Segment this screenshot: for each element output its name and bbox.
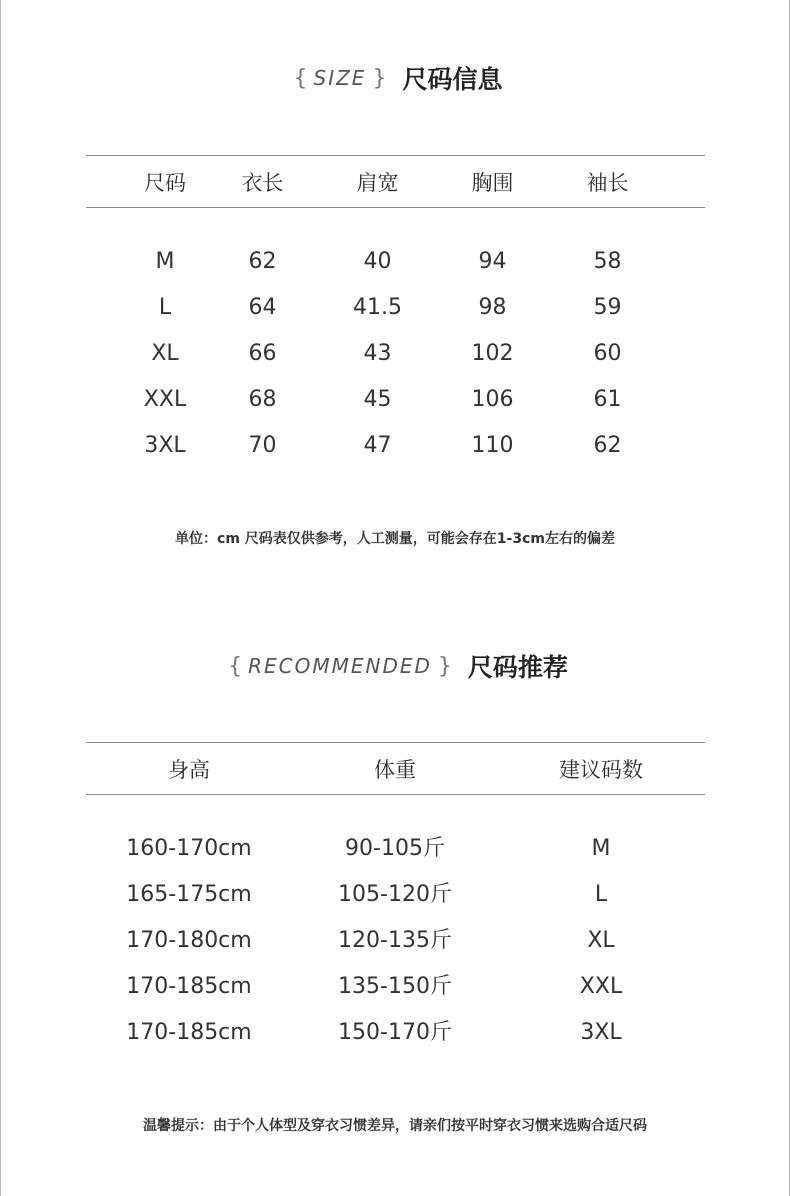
table-cell: XL bbox=[151, 341, 179, 366]
table-row bbox=[86, 1010, 705, 1056]
recommend-header-cell: 身高 bbox=[168, 758, 210, 782]
table-cell: 94 bbox=[478, 249, 507, 274]
table-cell: 41.5 bbox=[353, 295, 402, 320]
recommend-header-top-rule bbox=[86, 742, 705, 743]
table-cell: 170-185cm bbox=[126, 974, 252, 999]
size-header-cell: 肩宽 bbox=[356, 171, 399, 195]
table-cell: 62 bbox=[248, 249, 277, 274]
size-header-cell: 尺码 bbox=[144, 171, 186, 195]
right-brace: } bbox=[372, 65, 387, 91]
table-row bbox=[125, 423, 705, 469]
size-header-bottom-rule bbox=[86, 207, 705, 208]
size-header-cell: 衣长 bbox=[241, 171, 284, 195]
size-title-en: SIZE bbox=[313, 66, 367, 90]
table-cell: 165-175cm bbox=[126, 882, 252, 907]
table-row bbox=[86, 918, 705, 964]
table-cell: 105-120斤 bbox=[338, 882, 452, 907]
table-row bbox=[125, 377, 705, 423]
table-row bbox=[125, 285, 705, 331]
table-cell: 45 bbox=[363, 387, 392, 412]
table-cell: 3XL bbox=[580, 1020, 622, 1045]
table-cell: 62 bbox=[593, 433, 622, 458]
recommend-note: 温馨提示：由于个人体型及穿衣习惯差异，请亲们按平时穿衣习惯来选购合适尺码 bbox=[143, 1118, 647, 1134]
left-brace: { bbox=[228, 653, 243, 679]
table-row bbox=[86, 826, 705, 872]
table-cell: 40 bbox=[363, 249, 392, 274]
table-cell: 150-170斤 bbox=[338, 1020, 452, 1045]
table-cell: L bbox=[158, 295, 172, 320]
table-cell: 60 bbox=[593, 341, 622, 366]
table-cell: 47 bbox=[363, 433, 392, 458]
right-brace: } bbox=[437, 653, 452, 679]
table-cell: 120-135斤 bbox=[338, 928, 452, 953]
size-header-cell: 袖长 bbox=[586, 171, 629, 195]
table-cell: 70 bbox=[248, 433, 277, 458]
size-note: 单位：cm 尺码表仅供参考，人工测量，可能会存在1-3cm左右的偏差 bbox=[175, 531, 615, 547]
recommend-title-en: RECOMMENDED bbox=[248, 654, 432, 678]
table-cell: 110 bbox=[471, 433, 514, 458]
recommend-table-header bbox=[86, 755, 705, 785]
table-row bbox=[86, 964, 705, 1010]
size-header-cell: 胸围 bbox=[471, 171, 514, 195]
recommend-header-cell: 建议码数 bbox=[559, 758, 643, 782]
table-cell: 160-170cm bbox=[126, 836, 252, 861]
table-cell: 90-105斤 bbox=[345, 836, 445, 861]
table-cell: M bbox=[155, 249, 175, 274]
table-cell: 170-185cm bbox=[126, 1020, 252, 1045]
left-brace: { bbox=[293, 65, 308, 91]
table-row bbox=[125, 239, 705, 285]
size-title-cn: 尺码信息 bbox=[402, 65, 503, 94]
recommend-header-bottom-rule bbox=[86, 794, 705, 795]
table-cell: 170-180cm bbox=[126, 928, 252, 953]
table-cell: 98 bbox=[478, 295, 507, 320]
table-cell: 66 bbox=[248, 341, 277, 366]
table-cell: 135-150斤 bbox=[338, 974, 452, 999]
size-header-top-rule bbox=[86, 155, 705, 156]
table-cell: XL bbox=[587, 928, 615, 953]
table-cell: 58 bbox=[593, 249, 622, 274]
table-cell: 106 bbox=[471, 387, 514, 412]
size-table-body bbox=[125, 239, 705, 469]
table-cell: 68 bbox=[248, 387, 277, 412]
recommend-table-body bbox=[86, 826, 705, 1056]
table-cell: 64 bbox=[248, 295, 277, 320]
table-cell: 3XL bbox=[144, 433, 186, 458]
table-cell: 102 bbox=[471, 341, 514, 366]
recommend-title-cn: 尺码推荐 bbox=[467, 653, 568, 682]
table-row bbox=[125, 331, 705, 377]
table-cell: 59 bbox=[593, 295, 622, 320]
table-cell: XXL bbox=[143, 387, 187, 412]
size-table-header bbox=[125, 168, 705, 198]
table-row bbox=[86, 872, 705, 918]
size-section-title bbox=[0, 60, 790, 96]
table-cell: L bbox=[594, 882, 608, 907]
table-cell: XXL bbox=[579, 974, 623, 999]
table-cell: 43 bbox=[363, 341, 392, 366]
recommend-header-cell: 体重 bbox=[374, 758, 416, 782]
table-cell: 61 bbox=[593, 387, 622, 412]
table-cell: M bbox=[591, 836, 611, 861]
recommend-section-title bbox=[0, 648, 790, 684]
